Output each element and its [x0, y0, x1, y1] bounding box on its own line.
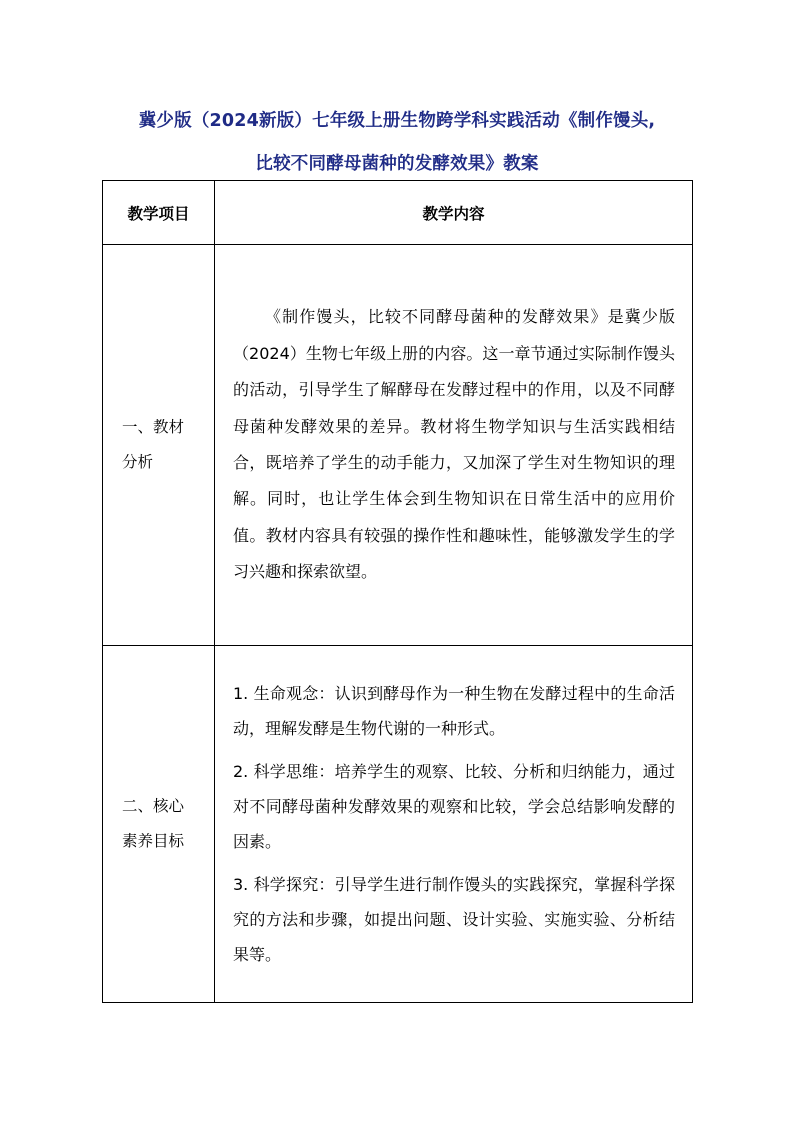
table-row [103, 646, 693, 1003]
textbook-analysis-content [215, 245, 693, 646]
row-label-textbook-analysis [103, 245, 215, 646]
goal-life-concept: 1. 生命观念：认识到酵母作为一种生物在发酵过程中的生命活动，理解发酵是生物代谢的一种形式。 [233, 684, 675, 738]
core-goals-content [215, 646, 693, 1003]
document-title-line-1: 冀少版（2024新版）七年级上册生物跨学科实践活动《制作馒头, [138, 111, 656, 131]
row-label-line: 二、核心 [122, 797, 185, 815]
lesson-plan-table [102, 180, 693, 1003]
goal-scientific-thinking: 2. 科学思维：培养学生的观察、比较、分析和归纳能力，通过对不同酵母菌种发酵效果的观察和比较，学会总结影响发酵的因素。 [233, 762, 675, 851]
goal-scientific-inquiry: 3. 科学探究：引导学生进行制作馒头的实践探究，掌握科学探究的方法和步骤，如提出问题、设计实验、实施实验、分析结果等。 [233, 875, 675, 964]
row-label-line: 分析 [122, 453, 154, 471]
document-title-line-2: 比较不同酵母菌种的发酵效果》教案 [255, 154, 539, 174]
textbook-analysis-paragraph: 《制作馒头，比较不同酵母菌种的发酵效果》是冀少版（2024）生物七年级上册的内容。这一章节通过实际制作馒头的活动，引导学生了解酵母在发酵过程中的作用，以及不同酵母菌种发酵效果的差异。教材将生物学知识与生活实践相结合，既培养了学生的动手能力，又加深了学生对生物知识的理解。同时，也让学生体会到生物知识在日常生活中的应用价值。教材内容具有较强的操作性和趣味性，能够激发学生的学习兴趣和探索欲望。 [233, 307, 675, 582]
header-teaching-item: 教学项目 [103, 181, 215, 245]
row-label-line: 素养目标 [122, 832, 185, 850]
row-label-core-goals [103, 646, 215, 1003]
table-header-row [103, 181, 693, 245]
table-row [103, 245, 693, 646]
row-label-line: 一、教材 [122, 418, 185, 436]
header-teaching-content: 教学内容 [215, 181, 693, 245]
